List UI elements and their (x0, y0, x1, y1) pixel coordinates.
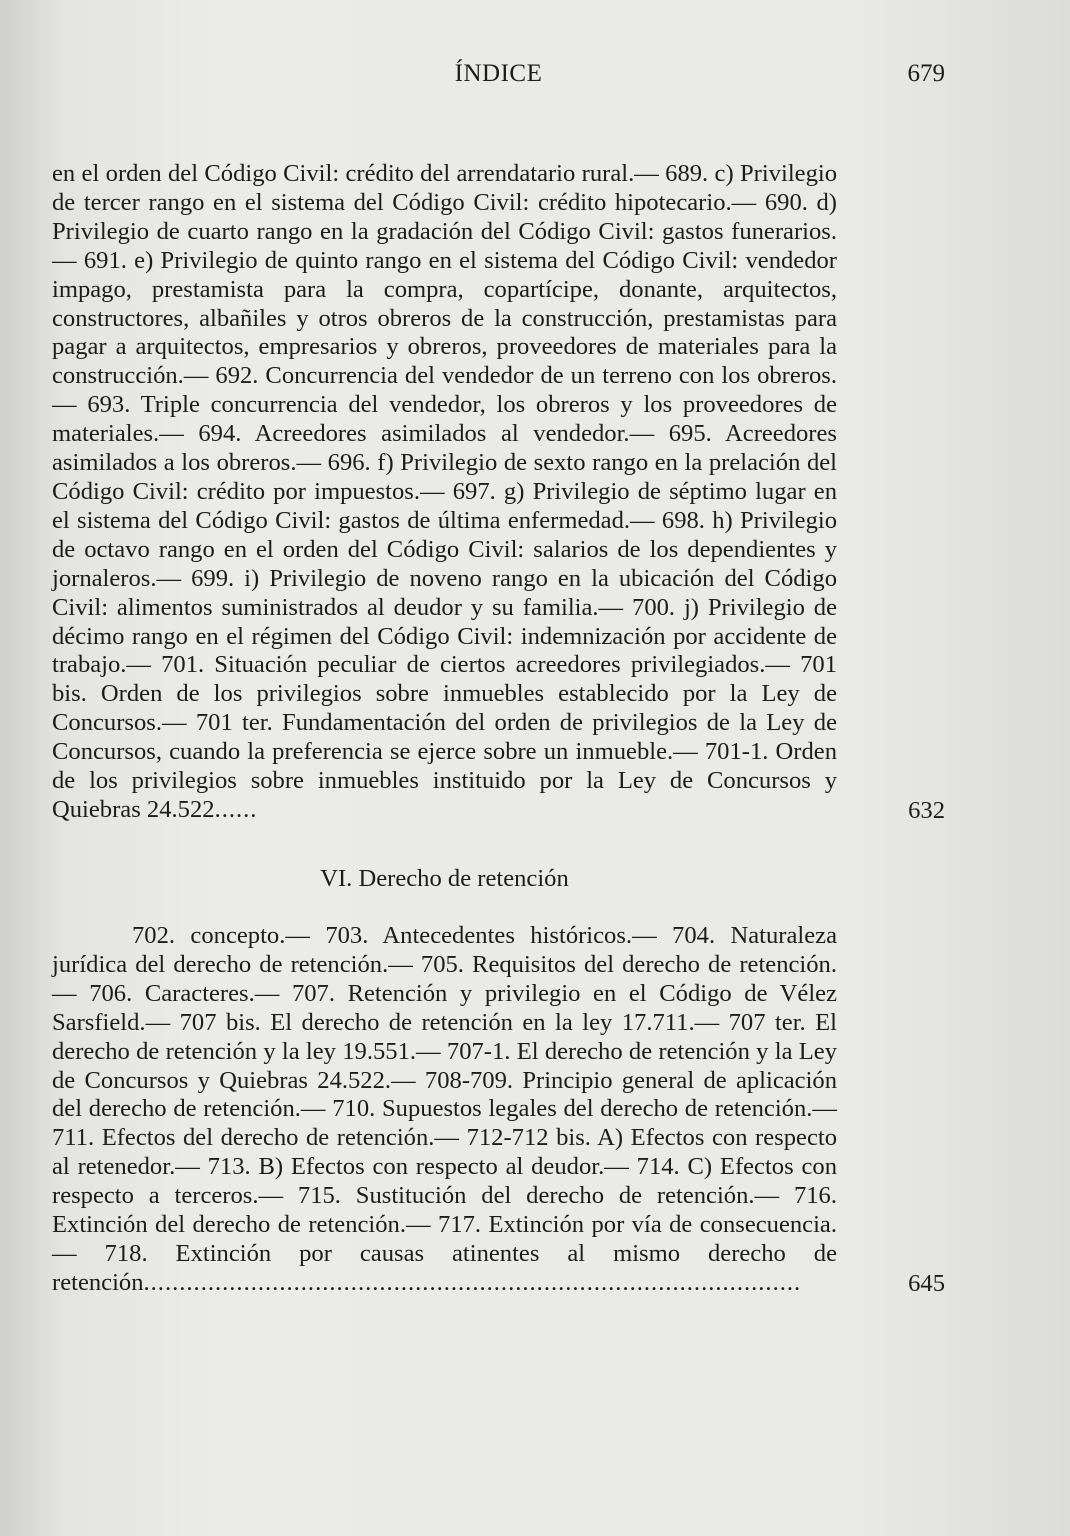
entry-body: 702. concepto.— 703. Antecedentes históricos.— 704. Naturaleza jurídica del derecho de retención.— 705. Requisitos del derecho de retención.— 706. Caracteres.— 707. Retención y privilegio en el Código de Vélez Sarsfield.— 707 bis. El derecho de retención en la ley 17.711.— 707 ter. El derecho de retención y la ley 19.551.— 707-1. El derecho de retención y la Ley de Concursos y Quiebras 24.522.— 708-709. Principio general de aplicación del derecho de retención.— 710. Supuestos legales del derecho de retención.— 711. Efectos del derecho de retención.— 712-712 bis. A) Efectos con respecto al retenedor.— 713. B) Efectos con respecto al deudor.— 714. C) Efectos con respecto a terceros.— 715. Sustitución del derecho de retención.— 716. Extinción del derecho de retención.— 717. Extinción por vía de consecuencia.— 718. Extinción por causas atinentes al mismo derecho de retención (52, 922, 837, 1296)
dot-leader: ...... (214, 795, 258, 823)
entry-text (52, 160, 837, 825)
section-heading: VI. Derecho de retención (320, 865, 569, 892)
dot-leader: ............................................................................................ (143, 1268, 802, 1296)
entry-body: en el orden del Código Civil: crédito del arrendatario rural.— 689. c) Privilegio de tercer rango en el sistema del Código Civil: crédito hipotecario.— 690. d) Privilegio de cuarto rango en la gradación del Código Civil: gastos funerarios.— 691. e) Privilegio de quinto rango en el sistema del Código Civil: vendedor impago, prestamista para la compra, copartícipe, donante, arquitectos, constructores, albañiles y otros obreros de la construcción, prestamistas para pagar a arquitectos, empresarios y obreros, proveedores de materiales para la construcción.— 692. Concurrencia del vendedor de un terreno con los obreros.— 693. Triple concurrencia del vendedor, los obreros y los proveedores de materiales.— 694. Acreedores asimilados al vendedor.— 695. Acreedores asimilados a los obreros.— 696. f) Privilegio de sexto rango en la prelación del Código Civil: crédito por impuestos.— 697. g) Privilegio de séptimo lugar en el sistema del Código Civil: gastos de última enfermedad.— 698. h) Privilegio de octavo rango en el orden del Código Civil: salarios de los dependientes y jornaleros.— 699. i) Privilegio de noveno rango en la ubicación del Código Civil: alimentos suministrados al deudor y su familia.— 700. j) Privilegio de décimo rango en el régimen del Código Civil: indemnización por accidente de trabajo.— 701. Situación peculiar de ciertos acreedores privilegiados.— 701 bis. Orden de los privilegios sobre inmuebles establecido por la Ley de Concursos.— 701 ter. Fundamentación del orden de privilegios de la Ley de Concursos, cuando la preferencia se ejerce sobre un inmueble.— 701-1. Orden de los privilegios sobre inmuebles instituido por la Ley de Concursos y Quiebras 24.522 (52, 160, 837, 823)
entry-page-ref: 632 (908, 797, 945, 824)
entry-page-ref: 645 (908, 1270, 945, 1297)
entry-text (52, 922, 837, 1298)
running-head (52, 60, 945, 94)
index-entry-privileges (52, 160, 837, 825)
index-entry-retention (52, 922, 837, 1298)
page-number: 679 (907, 60, 945, 87)
page-title: ÍNDICE (454, 60, 543, 87)
